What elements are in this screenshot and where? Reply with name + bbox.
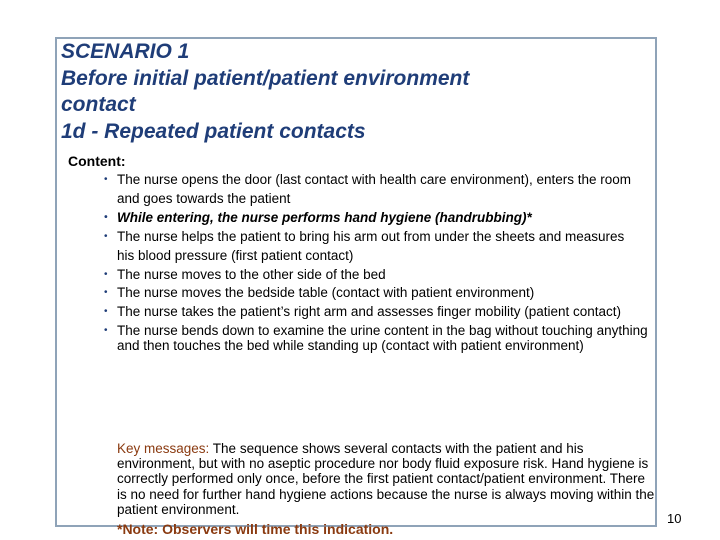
title-line: SCENARIO 1: [61, 40, 190, 63]
list-item: [102, 210, 662, 225]
bullet-continuation: and goes towards the patient: [117, 191, 291, 207]
bullet-continuation: his blood pressure (first patient contact): [117, 247, 354, 263]
bullet-icon: •: [104, 174, 108, 185]
bullet-text: The nurse opens the door (last contact with health care environment), enters the room: [117, 172, 632, 187]
list-item: [102, 229, 662, 263]
bullet-icon: •: [104, 268, 108, 280]
bullet-icon: •: [104, 287, 108, 299]
bullet-icon: •: [104, 324, 108, 336]
observer-note: *Note: Observers will time this indication.: [117, 521, 394, 537]
list-item: [102, 172, 662, 206]
page-number: 10: [667, 511, 682, 526]
bullet-text: The nurse moves to the other side of the bed: [117, 266, 386, 282]
bullet-icon: •: [104, 230, 108, 242]
bullet-text: The nurse moves the bedside table (contact with patient environment): [117, 285, 535, 301]
list-item: [102, 267, 662, 282]
title-line: contact: [61, 93, 136, 116]
key-messages: [117, 441, 657, 517]
bullet-list: [102, 172, 662, 357]
bullet-text: While entering, the nurse performs hand hygiene (handrubbing)*: [117, 209, 532, 225]
list-item: [102, 285, 662, 300]
title-line: Before initial patient/patient environment: [61, 66, 470, 90]
bullet-text: The nurse takes the patient’s right arm and assesses finger mobility (patient contact): [117, 303, 622, 319]
content-label: Content:: [68, 153, 126, 169]
slide-title: [61, 39, 469, 145]
list-item: [102, 323, 662, 353]
key-messages-label: Key messages:: [117, 441, 210, 456]
bullet-text: The nurse helps the patient to bring his arm out from under the sheets and measures: [117, 228, 625, 244]
list-item: [102, 304, 662, 319]
bullet-icon: •: [104, 305, 108, 317]
bullet-text: The nurse bends down to examine the urine content in the bag without touching anything and then touches the bed while standing up (contact with patient environment): [117, 322, 648, 353]
title-line: 1d - Repeated patient contacts: [61, 119, 366, 143]
key-messages-text: The sequence shows several contacts with the patient and his environment, but with no aseptic procedure nor body fluid exposure risk. Hand hygiene is correctly performed only once, before the first patient contact/patient environment. There is no need for further hand hygiene actions because the nurse is always moving within the patient environment.: [117, 441, 655, 517]
bullet-icon: •: [104, 211, 108, 223]
